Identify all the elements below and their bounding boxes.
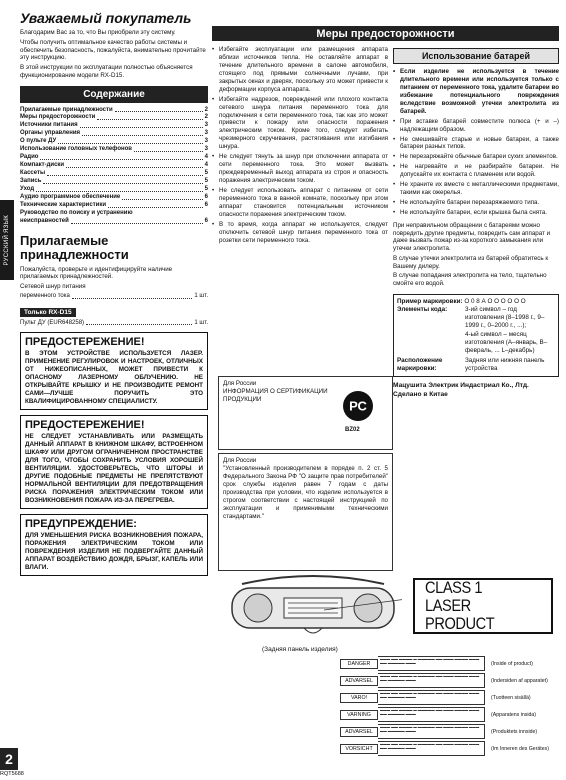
warning-label-row (340, 655, 560, 672)
marking-code-s3: 3-ий символ – год изготовления (8–1998 г., 9–1999 г., 0–2000 г., ...); (465, 306, 545, 330)
warning-label-location: (Apparatens insida) (491, 711, 536, 718)
service-life-region: Для России (223, 457, 257, 464)
toc-label: Источники питания (20, 122, 78, 129)
batteries-p3: В случае попадания электролита на тело, тщательно смойте его водой. (393, 272, 547, 288)
accessory-cord-line2: переменного тока (20, 292, 70, 299)
service-life-text: "Установленный производителем в порядке п. 2 ст. 5 Федерального Закона РФ "О защите прав потребителей" срок службы изделия равен 7 годам с даты производства при условии, что изделие используется в строгом соответствии с настоящей инструкцией по эксплуатации и применимыми техническими стандартами." (223, 465, 388, 521)
left-column (20, 10, 208, 576)
toc-page: 6 (204, 202, 208, 209)
toc-page: 2 (204, 106, 208, 113)
laser-class: CLASS 1 (425, 578, 483, 598)
warning-label-fineprint: ▬▬▬ ▬▬ ▬▬▬▬ ▬ ▬▬▬▬▬ ▬▬ ▬▬▬ ▬▬▬▬ ▬▬▬ ▬▬ ▬▬▬▬▬ ▬▬▬ (378, 707, 485, 722)
dot-leader (36, 186, 202, 192)
toc-row (20, 122, 208, 130)
toc-label: Технические характеристики (20, 202, 107, 209)
dot-leader (47, 170, 203, 176)
warning-label-word: VARNING (340, 710, 378, 720)
accessories-intro: Пожалуйста, проверьте и идентифицируйте наличие прилагаемых принадлежностей. (20, 265, 173, 281)
certification-title-2: ПРОДУКЦИИ (223, 396, 262, 404)
warning-label-fineprint: ▬▬▬ ▬▬ ▬▬▬▬ ▬ ▬▬▬▬▬ ▬▬ ▬▬▬ ▬▬▬▬ ▬▬▬ ▬▬ ▬▬▬▬▬ ▬▬▬ (378, 724, 485, 739)
toc-label: Аудио программное обеспечение (20, 194, 121, 201)
laser-warning-box (20, 332, 208, 410)
warning-label-word: VARO! (340, 693, 378, 703)
dot-leader (134, 146, 203, 152)
toc-page: 6 (204, 218, 208, 225)
warning-label-location: (Im Inneren des Gerätes) (491, 745, 549, 752)
battery-item: • При вставке батарей совместите полюса (+ и –) надлежащим образом. (393, 118, 559, 134)
toc-row (20, 210, 208, 218)
contents-title: Содержание (20, 86, 208, 103)
model-badge: Только RX-D15 (20, 308, 76, 317)
toc-page: 3 (204, 122, 208, 129)
ventilation-warning-title: ПРЕДОСТЕРЕЖЕНИЕ! (25, 419, 145, 432)
certification-code: BZ02 (345, 427, 360, 433)
warning-label-row (340, 689, 560, 706)
toc-label: Использование головных телефонов (20, 146, 132, 153)
accessory-remote-qty: 1 шт. (194, 319, 208, 326)
accessories-title-line2: принадлежности (20, 247, 129, 263)
dot-leader (66, 162, 203, 168)
toc-row (20, 154, 208, 162)
battery-item: • Не смешивайте старые и новые батареи, а также батареи разных типов. (393, 136, 559, 152)
toc-row (20, 194, 208, 202)
toc-page: 6 (204, 194, 208, 201)
batteries-column (393, 46, 559, 401)
dot-leader (72, 293, 193, 299)
batteries-p2: В случае утечки электролита из батарей обратитесь к Вашему дилеру. (393, 254, 549, 270)
accessory-cord-line1: Сетевой шнур питания (20, 283, 86, 291)
ventilation-warning-box (20, 415, 208, 509)
marking-box (393, 294, 559, 378)
toc-label: О пульте ДУ (20, 138, 57, 145)
greeting-p1: Благодарим Вас за то, что Вы приобрели эту систему. (20, 29, 176, 36)
toc-label: Органы управления (20, 130, 81, 137)
dot-leader (40, 154, 202, 160)
marking-code-row (397, 306, 555, 355)
batteries-list (393, 118, 559, 217)
warning-label-location: (Inside of product) (491, 660, 533, 667)
warning-label-row (340, 723, 560, 740)
precaution-item: • Не следует использовать аппарат с питанием от сети переменного тока в ванной комнате, поскольку при этом аппарат становится потенциальным источником опасности поражения электрическим током. (212, 187, 388, 219)
batteries-p1: При неправильном обращении с батареями можно повредить другие предметы, повредить сам аппарат и даже вызвать пожар из-за короткого замыкания или утечки электролита. (393, 221, 551, 253)
toc-page: 4 (204, 154, 208, 161)
accessory-remote: Пульт ДУ (EUR648258) (20, 319, 85, 326)
toc-page: 4 (204, 162, 208, 169)
toc-row (20, 202, 208, 210)
language-side-tab (0, 200, 14, 280)
dot-leader (115, 107, 203, 113)
marking-code-s4: 4-ый символ – месяц изготовления (А–январь, В–февраль, ... L–декабрь) (465, 330, 548, 354)
toc-row (20, 114, 208, 122)
precautions-list (212, 46, 388, 245)
manufacturer: Мацушита Электрик Индастриал Ко., Лтд. Сделано в Китае (393, 382, 529, 398)
greeting-p3: В этой инструкции по эксплуатации полностью объясняется функционирование модели RX-D15. (20, 64, 193, 79)
dot-leader (58, 138, 202, 144)
precautions-title: Меры предосторожности (212, 26, 559, 41)
toc-row (20, 162, 208, 170)
precaution-item: • В то время, когда аппарат не используется, следует отключить сетевой шнур питания переменного тока от розетки сети переменного тока. (212, 221, 388, 245)
warning-label-word: ADVARSEL (340, 676, 378, 686)
marking-location-row (397, 357, 555, 373)
toc-label: Меры предосторожности (20, 114, 96, 121)
dot-leader (97, 114, 202, 120)
marking-code-values (465, 306, 555, 355)
laser-product-label (413, 578, 553, 634)
table-of-contents (20, 107, 208, 227)
warning-label-row (340, 740, 560, 757)
document-code: RQT5688 (0, 771, 24, 777)
service-life-box (218, 453, 393, 571)
marking-code-label: Элементы кода: (397, 306, 448, 314)
laser-warning-title: ПРЕДОСТЕРЕЖЕНИЕ! (25, 336, 145, 349)
toc-page: 5 (204, 178, 208, 185)
toc-row (20, 146, 208, 154)
marking-location-value: Задняя или нижняя панель устройства (465, 357, 545, 373)
dot-leader (80, 122, 203, 128)
toc-label: Кассеты (20, 170, 46, 177)
toc-row (20, 130, 208, 138)
accessories-title (20, 234, 208, 263)
battery-item: • Не нагревайте и не разбирайте батареи. Не допускайте их контакта с пламенем или водой. (393, 163, 559, 179)
toc-label: Запись (20, 178, 42, 185)
toc-label: Компакт-диски (20, 162, 65, 169)
svg-text:РС: РС (349, 398, 367, 414)
toc-label: неисправностей (20, 218, 69, 225)
precautions-column (212, 46, 388, 247)
toc-page: 3 (204, 138, 208, 145)
warning-label-location: (Indersiden af apparatet) (491, 677, 548, 684)
dot-leader (43, 178, 202, 184)
battery-item: • Не используйте батареи, если крышка была снята. (393, 209, 559, 217)
marking-value: О 0 8 А О О О О О О (464, 297, 526, 305)
warning-label-row (340, 672, 560, 689)
greeting-p2: Чтобы получить оптимальное качество работы системы и обеспечить безопасность, пожалуйста, внимательно прочитайте эту инструкцию. (20, 38, 206, 62)
warning-label-word: ADVARSEL (340, 727, 378, 737)
batteries-title: Использование батарей (393, 48, 559, 64)
accessory-cord-row (20, 293, 208, 301)
toc-label: Руководство по поиску и устранению (20, 210, 133, 217)
toc-page: 5 (204, 170, 208, 177)
warning-labels-table (340, 655, 560, 757)
warning-label-fineprint: ▬▬▬ ▬▬ ▬▬▬▬ ▬ ▬▬▬▬▬ ▬▬ ▬▬▬ ▬▬▬▬ ▬▬▬ ▬▬ ▬▬▬▬▬ ▬▬▬ (378, 656, 485, 671)
laser-product: LASER PRODUCT (425, 596, 495, 633)
toc-label: Уход (20, 186, 35, 193)
language-label: РУССКИЙ ЯЗЫК (4, 214, 10, 266)
marking-location-label: Расположение маркировки: (397, 357, 443, 373)
toc-page: 3 (204, 130, 208, 137)
warning-label-word: VORSICHT (340, 744, 378, 754)
toc-page: 3 (204, 146, 208, 153)
toc-row (20, 178, 208, 186)
precaution-item: • Избегайте эксплуатации или размещения аппарата вблизи источников тепла. Не оставляйте аппарат в течение длительного времени в салоне автомобиля, стоящего под прямыми солнечными лучами, при закрытых окнах и дверях, поскольку это может привести к деформации корпуса аппарата. (212, 46, 388, 94)
laser-warning-text: В ЭТОМ УСТРОЙСТВЕ ИСПОЛЬЗУЕТСЯ ЛАЗЕР. ПРИМЕНЕНИЕ РЕГУЛИРОВОК И НАСТРОЕК, ОТЛИЧНЫХ ОТ НИЖЕОПИСАННЫХ, МОЖЕТ ПРИВЕСТИ К ОПАСНОМУ ЛАЗЕРНОМУ ОБЛУЧЕНИЮ. НЕ ОТКРЫВАЙТЕ КРЫШКУ И НЕ ПРОИЗВОДИТЕ РЕМОНТ САМИ—ЛУЧШЕ ПОРУЧИТЬ ЭТО КВАЛИФИЦИРОВАННОМУ СПЕЦИАЛИСТУ. (25, 350, 203, 406)
battery-item: • Не храните их вместе с металлическими предметами, такими как ожерелья. (393, 181, 559, 197)
dot-leader (122, 194, 202, 200)
dot-leader (108, 202, 203, 208)
warning-label-row (340, 706, 560, 723)
accessory-remote-row (20, 320, 208, 328)
warning-label-word: DANGER (340, 659, 378, 669)
moisture-warning-box (20, 514, 208, 576)
toc-label: Радио (20, 154, 39, 161)
page-number: 2 (0, 748, 18, 770)
warning-label-fineprint: ▬▬▬ ▬▬ ▬▬▬▬ ▬ ▬▬▬▬▬ ▬▬ ▬▬▬ ▬▬▬▬ ▬▬▬ ▬▬ ▬▬▬▬▬ ▬▬▬ (378, 741, 485, 756)
dot-leader (71, 218, 203, 224)
toc-row (20, 186, 208, 194)
device-caption: (Задняя панель изделия) (262, 646, 338, 653)
warning-label-location: (Tuotteen sisällä) (491, 694, 531, 701)
accessories-title-line1: Прилагаемые (20, 233, 109, 249)
battery-item: • Не используйте батареи перезаряжаемого типа. (393, 199, 559, 207)
greeting-title: Уважаемый покупатель (20, 10, 192, 26)
device-back-illustration (224, 570, 402, 645)
warning-label-location: (Produktets innside) (491, 728, 538, 735)
precaution-item: • Избегайте надрезов, повреждений или плохого контакта сетевого шнура питания переменного тока для подключения к сети переменного тока, так как это может привести к пожару или опасности поражения электрическим током. Кроме того, следует избегать чрезмерного скручивания, растягивания или изгибания шнура. (212, 96, 388, 152)
accessory-cord-qty: 1 шт. (194, 292, 208, 299)
marking-label: Пример маркировки: (397, 297, 463, 305)
battery-item: • Не перезаряжайте обычные батареи сухих элементов. (393, 153, 559, 161)
toc-page: 2 (204, 114, 208, 121)
dot-leader (86, 320, 192, 326)
toc-row (20, 218, 208, 226)
toc-row (20, 107, 208, 115)
toc-label: Прилагаемые принадлежности (20, 106, 113, 113)
warning-label-fineprint: ▬▬▬ ▬▬ ▬▬▬▬ ▬ ▬▬▬▬▬ ▬▬ ▬▬▬ ▬▬▬▬ ▬▬▬ ▬▬ ▬▬▬▬▬ ▬▬▬ (378, 673, 485, 688)
certification-title-1: ИНФОРМАЦИЯ О СЕРТИФИКАЦИИ (223, 388, 328, 396)
moisture-warning-title: ПРЕДУПРЕЖДЕНИЕ: (25, 518, 137, 531)
batteries-bold-bullet: • Если изделие не используется в течение длительного времени или используется только с питанием от переменного тока, удалите батареи во избежание потенциального повреждения вследствие возможной утечки электролита из батарей. (393, 68, 559, 116)
certification-box (218, 376, 393, 450)
toc-page: 5 (204, 186, 208, 193)
rostest-logo-icon (341, 389, 375, 423)
ventilation-warning-text: НЕ СЛЕДУЕТ УСТАНАВЛИВАТЬ ИЛИ РАЗМЕЩАТЬ ДАННЫЙ АППАРАТ В КНИЖНОМ ШКАФУ, ВСТРОЕННОМ ШКАФУ ИЛИ ДРУГОМ ОГРАНИЧЕННОМ ПРОСТРАНСТВЕ ДЛЯ ТОГО, ЧТОБЫ СОХРАНИТЬ УСЛОВИЯ ХОРОШЕЙ ВЕНТИЛЯЦИИ. УДОСТОВЕРЬТЕСЬ, ЧТО ШТОРЫ И ДРУГИЕ ПОДОБНЫЕ ПРЕДМЕТЫ НЕ ПРЕПЯТСТВУЮТ НОРМАЛЬНОЙ ВЕНТИЛЯЦИИ ДЛЯ ПРЕДОТВРАЩЕНИЯ РИСКА ПОРАЖЕНИЯ ЭЛЕКТРИЧЕСКИМ ТОКОМ ИЛИ ВОЗНИКНОВЕНИЯ ПОЖАРА ИЗ-ЗА ПЕРЕГРЕВА. (25, 433, 203, 505)
moisture-warning-text: ДЛЯ УМЕНЬШЕНИЯ РИСКА ВОЗНИКНОВЕНИЯ ПОЖАРА, ПОРАЖЕНИЯ ЭЛЕКТРИЧЕСКИМ ТОКОМ ИЛИ ПОВРЕЖДЕНИЯ ИЗДЕЛИЯ НЕ ПОДВЕРГАЙТЕ ДАННЫЙ АППАРАТ ВОЗДЕЙСТВИЮ ДОЖДЯ, БРЫЗГ, КАПЕЛЬ ИЛИ ВЛАГИ. (25, 532, 203, 572)
toc-row (20, 170, 208, 178)
certification-region: Для России (223, 380, 257, 387)
dot-leader (82, 130, 203, 136)
precaution-item: • Не следует тянуть за шнур при отключении аппарата от сети переменного тока. Это может вызвать преждевременный выход аппарата из строя и опасность поражения электрическим током. (212, 153, 388, 185)
warning-label-fineprint: ▬▬▬ ▬▬ ▬▬▬▬ ▬ ▬▬▬▬▬ ▬▬ ▬▬▬ ▬▬▬▬ ▬▬▬ ▬▬ ▬▬▬▬▬ ▬▬▬ (378, 690, 485, 705)
